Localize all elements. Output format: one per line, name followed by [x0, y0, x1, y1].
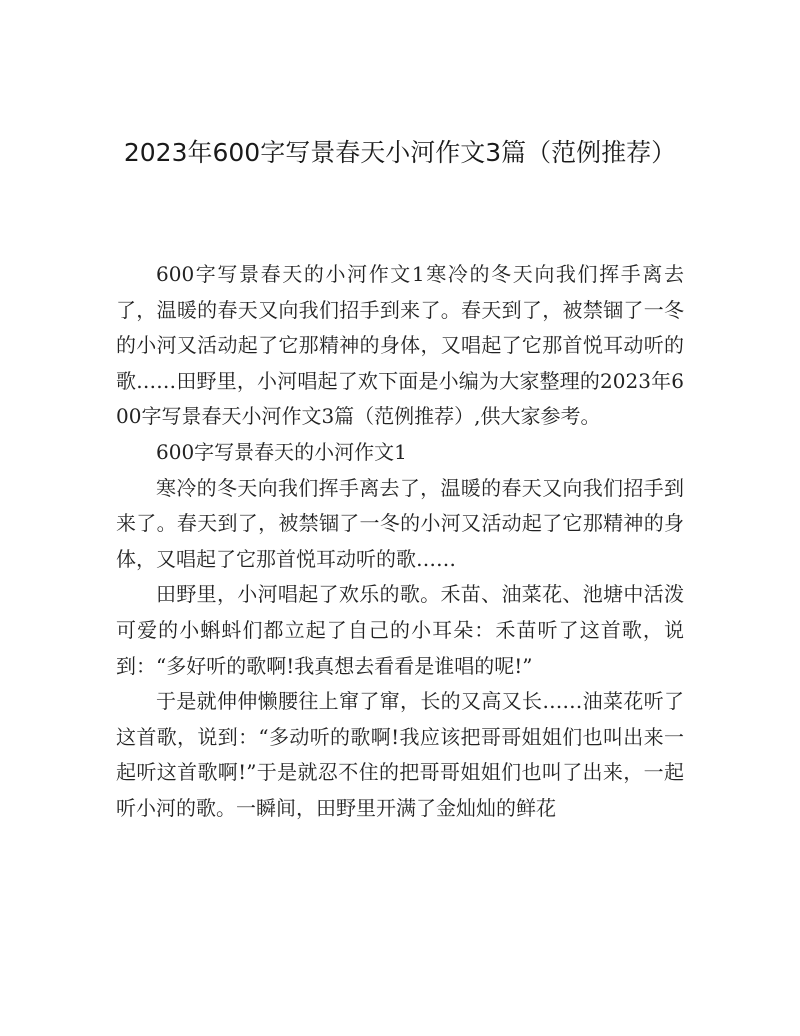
body-paragraph: 田野里，小河唱起了欢乐的歌。禾苗、油菜花、池塘中活泼可爱的小蝌蚪们都立起了自己的小耳朵：禾苗听了这首歌，说到：“多好听的歌啊!我真想去看看是谁唱的呢!”	[116, 582, 684, 678]
document-body	[116, 257, 684, 827]
section-heading: 600字写景春天的小河作文1	[156, 439, 407, 464]
document-title: 2023年600字写景春天小河作文3篇（范例推荐）	[123, 138, 677, 167]
intro-paragraph: 600字写景春天的小河作文1寒冷的冬天向我们挥手离去了，温暖的春天又向我们招手到来了。春天到了，被禁锢了一冬的小河又活动起了它那精神的身体，又唱起了它那首悦耳动听的歌……田野里，小河唱起了欢下面是小编为大家整理的2023年600字写景春天小河作文3篇（范例推荐）,供大家参考。	[116, 262, 684, 429]
body-paragraph: 于是就伸伸懒腰往上窜了窜，长的又高又长……油菜花听了这首歌，说到：“多动听的歌啊!我应该把哥哥姐姐们也叫出来一起听这首歌啊!”于是就忍不住的把哥哥姐姐们也叫了出来，一起听小河的歌。一瞬间，田野里开满了金灿灿的鲜花	[116, 689, 684, 820]
body-paragraph: 寒冷的冬天向我们挥手离去了，温暖的春天又向我们招手到来了。春天到了，被禁锢了一冬的小河又活动起了它那精神的身体，又唱起了它那首悦耳动听的歌……	[116, 475, 684, 571]
